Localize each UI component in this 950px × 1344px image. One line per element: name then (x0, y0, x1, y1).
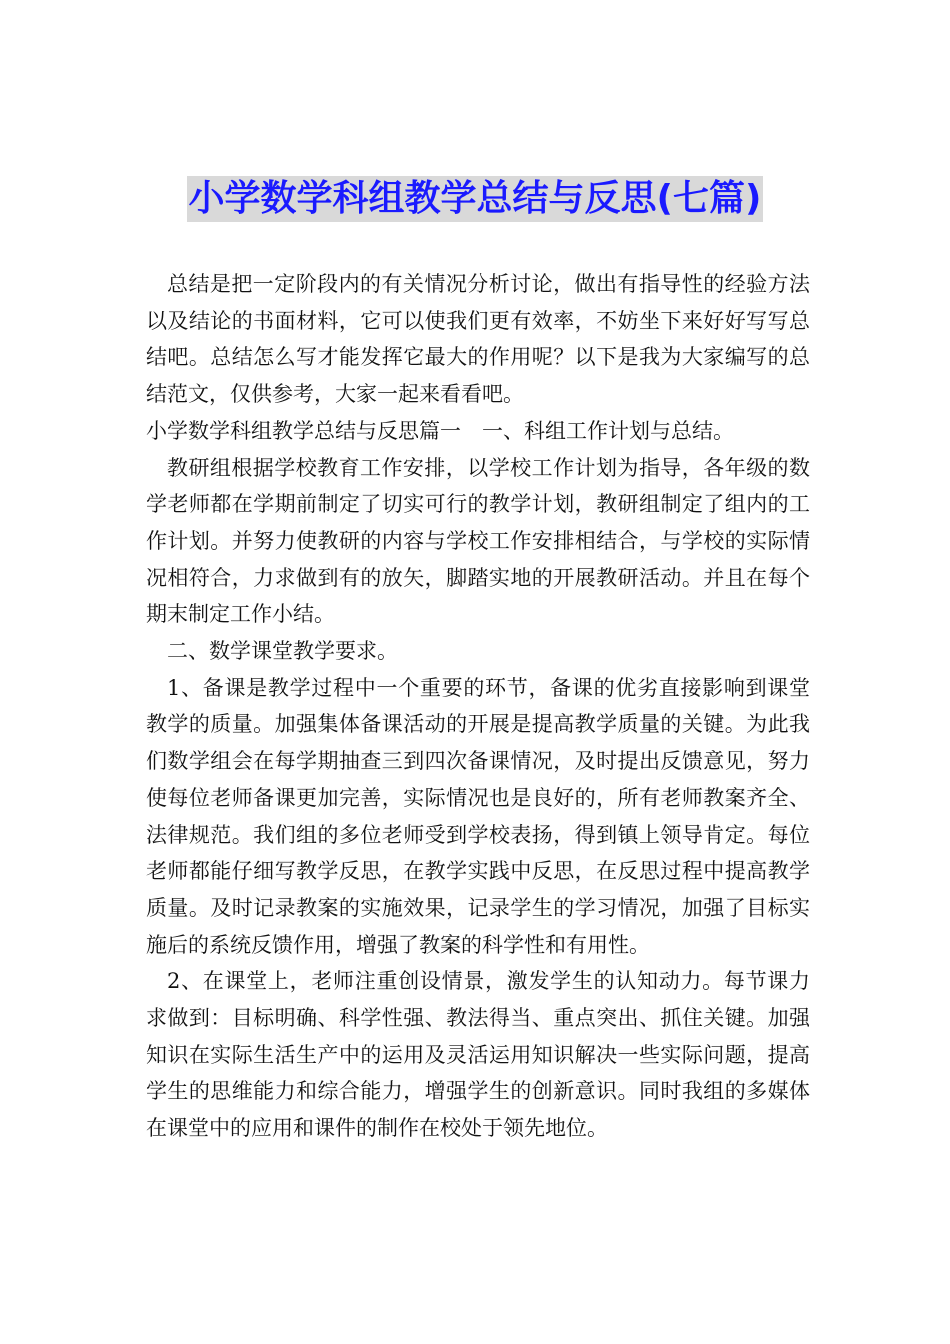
paragraph-lesson-prep: 1、备课是教学过程中一个重要的环节，备课的优劣直接影响到课堂教学的质量。加强集体备课活动的开展是提高教学质量的关键。为此我们数学组会在每学期抽查三到四次备课情况，及时提出反馈意见，努力使每位老师备课更加完善，实际情况也是良好的，所有老师教案齐全、法律规范。我们组的多位老师受到学校表扬，得到镇上领导肯定。每位老师都能仔细写教学反思，在教学实践中反思，在反思过程中提高教学质量。及时记录教案的实施效果，记录学生的学习情况，加强了目标实施后的系统反馈作用，增强了教案的科学性和有用性。 (146, 675, 810, 957)
title-container (0, 176, 950, 222)
document-title: 小学数学科组教学总结与反思(七篇) (187, 176, 764, 222)
paragraph-work-plan: 教研组根据学校教育工作安排，以学校工作计划为指导，各年级的数学老师都在学期前制定了切实可行的教学计划，教研组制定了组内的工作计划。并努力使教研的内容与学校工作安排相结合，与学校的实际情况相符合，力求做到有的放矢，脚踏实地的开展教研活动。并且在每个期末制定工作小结。 (146, 455, 810, 627)
paragraph-intro: 总结是把一定阶段内的有关情况分析讨论，做出有指导性的经验方法以及结论的书面材料，它可以使我们更有效率，不妨坐下来好好写写总结吧。总结怎么写才能发挥它最大的作用呢？以下是我为大家编写的总结范文，仅供参考，大家一起来看看吧。 (146, 272, 810, 407)
paragraph-classroom: 2、在课堂上，老师注重创设情景，激发学生的认知动力。每节课力求做到：目标明确、科学性强、教法得当、重点突出、抓住关键。加强知识在实际生活生产中的运用及灵活运用知识解决一些实际问题，提高学生的思维能力和综合能力，增强学生的创新意识。同时我组的多媒体在课堂中的应用和课件的制作在校处于领先地位。 (146, 969, 810, 1141)
document-body (146, 266, 810, 1147)
paragraph-subheading-classroom: 二、数学课堂教学要求。 (167, 639, 398, 664)
paragraph-section-heading: 小学数学科组教学总结与反思篇一 一、科组工作计划与总结。 (146, 418, 734, 443)
